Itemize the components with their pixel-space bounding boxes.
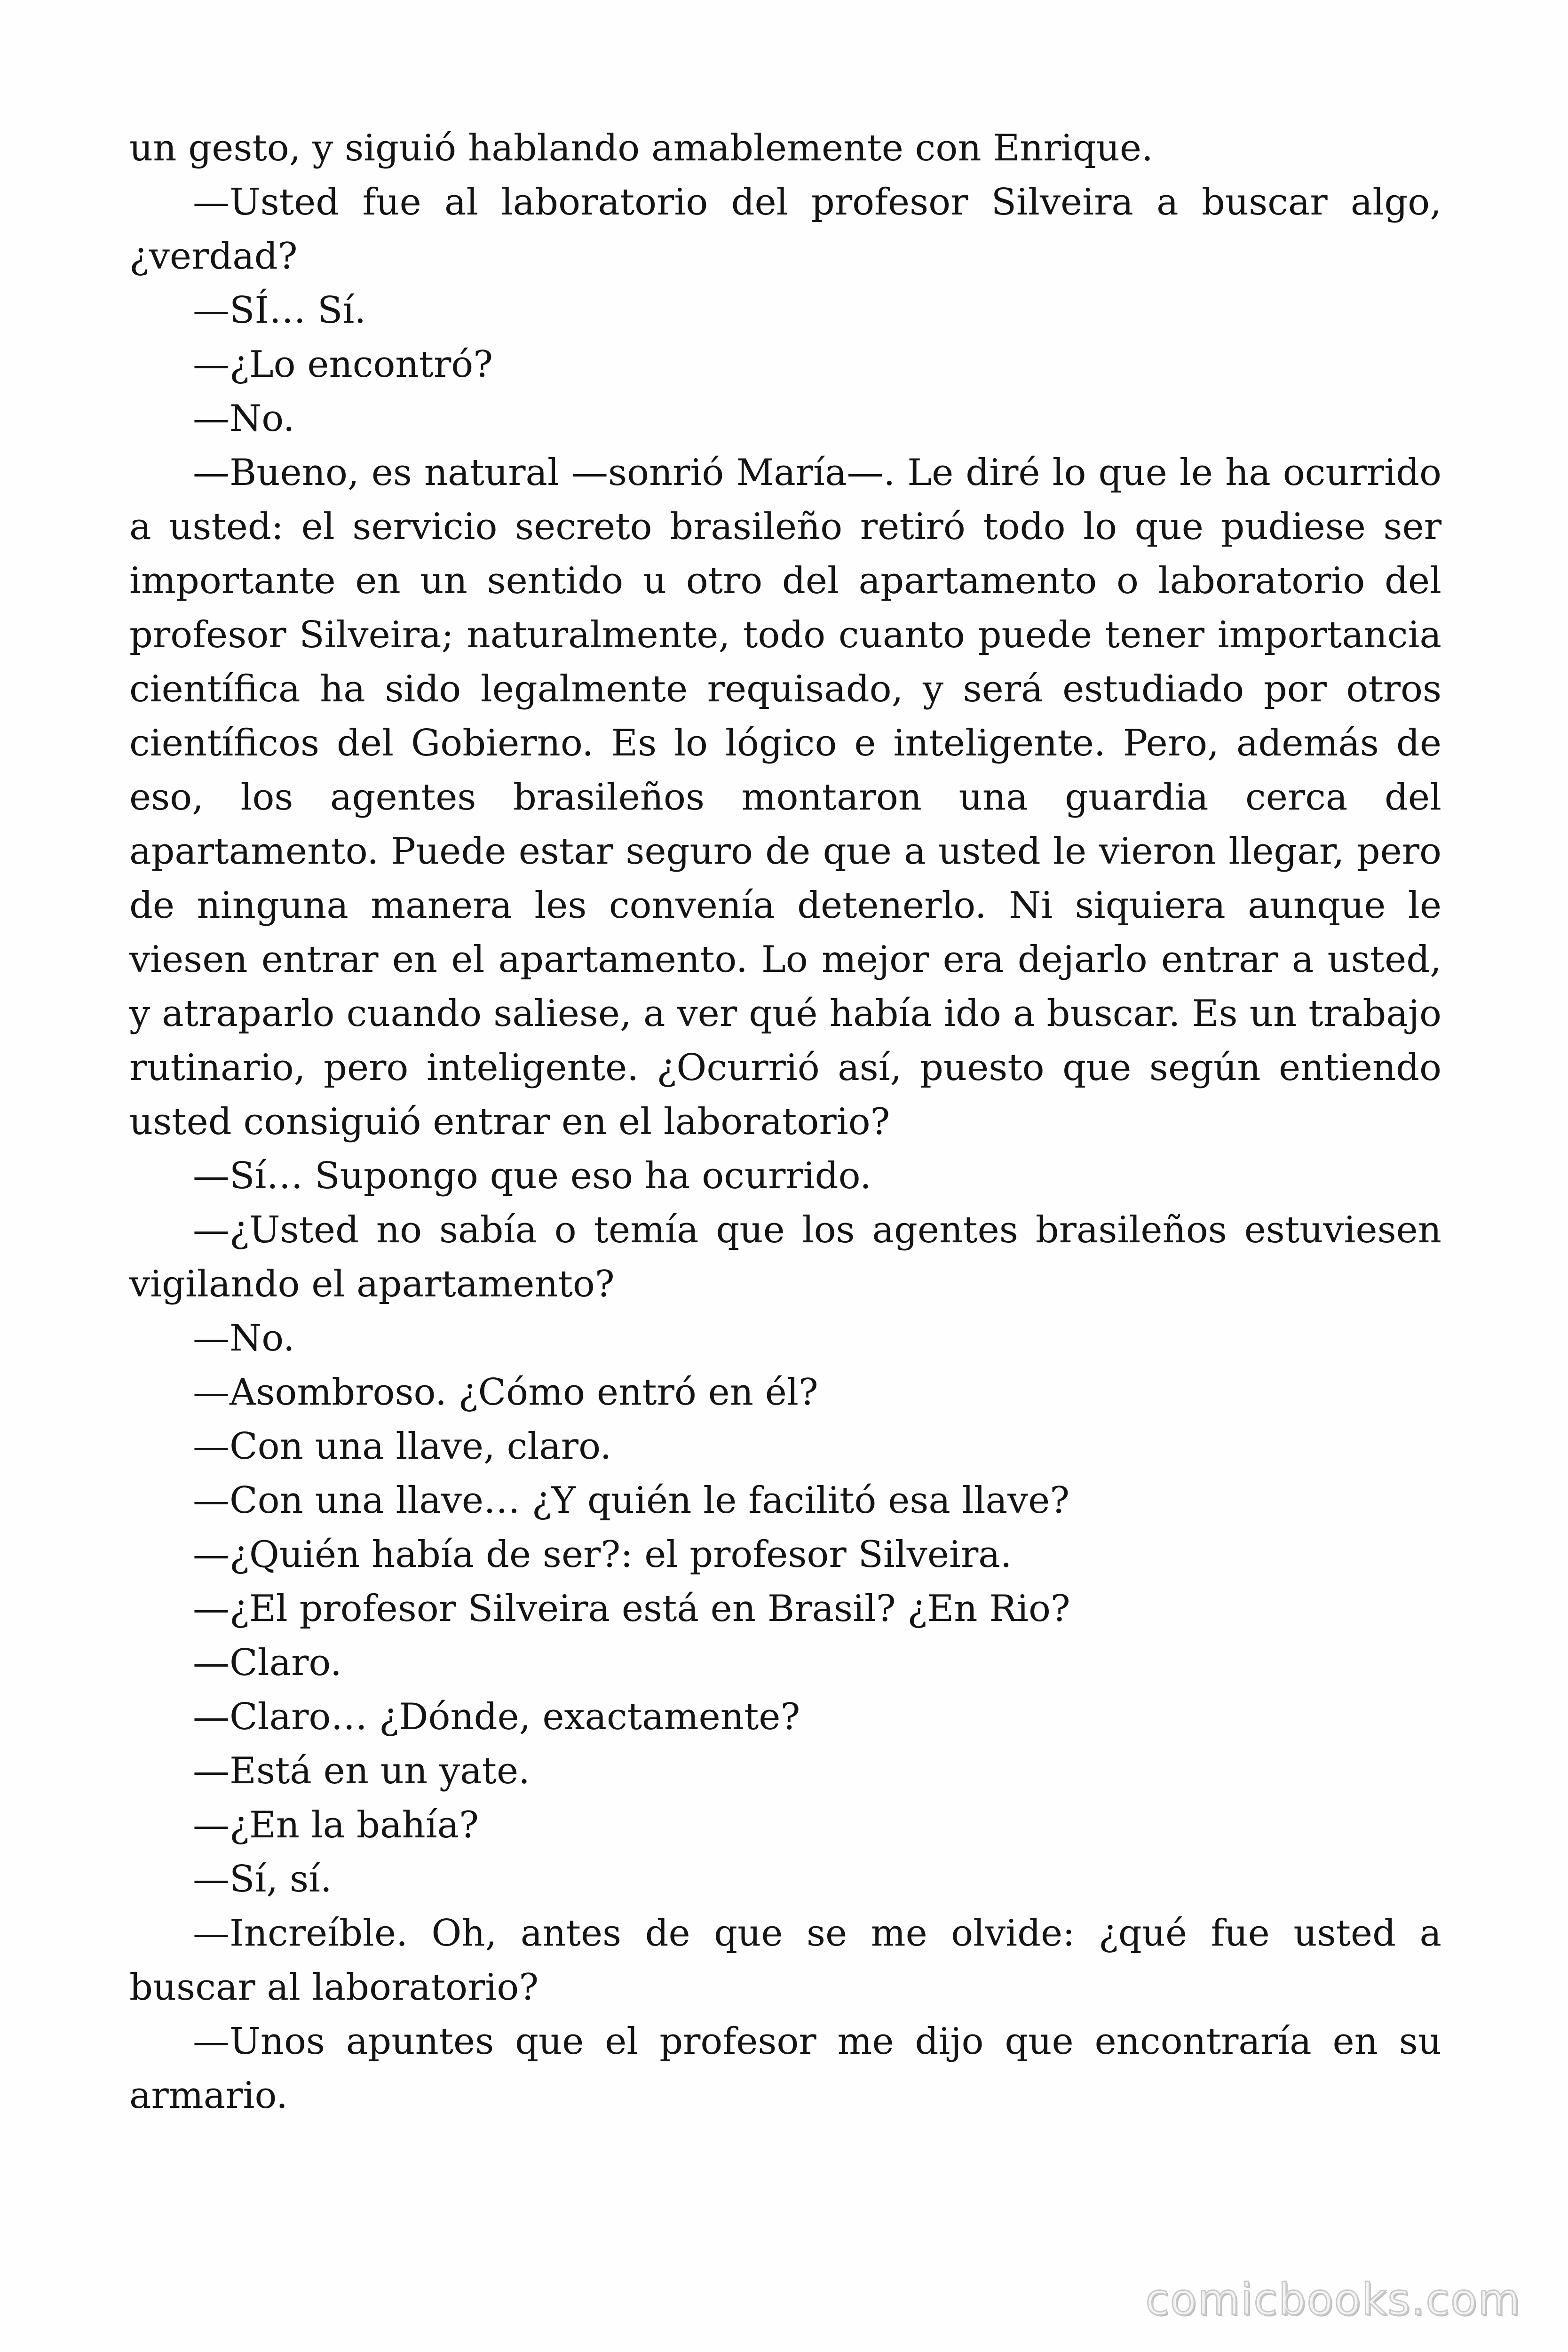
paragraph: —¿Usted no sabía o temía que los agentes brasileños estuviesen vigilando el apartamento?	[129, 1209, 1441, 1305]
paragraph: —¿En la bahía?	[193, 1804, 479, 1846]
paragraph: —No.	[193, 1317, 295, 1359]
body-text	[129, 121, 1441, 2123]
paragraph: —Unos apuntes que el profesor me dijo que encontraría en su armario.	[129, 2020, 1441, 2117]
watermark: comicbooks.com	[1145, 2274, 1521, 2325]
paragraph: —No.	[193, 397, 295, 440]
paragraph: —Asombroso. ¿Cómo entró en él?	[193, 1371, 818, 1414]
paragraph: —Bueno, es natural —sonrió María—. Le diré lo que le ha ocurrido a usted: el servicio secreto brasileño retiró todo lo que pudiese ser importante en un sentido u otro del apartamento o laboratorio del profesor Silveira; naturalmente, todo cuanto puede tener importancia científica ha sido legalmente requisado, y será estudiado por otros científicos del Gobierno. Es lo lógico e inteligente. Pero, además de eso, los agentes brasileños montaron una guardia cerca del apartamento. Puede estar seguro de que a usted le vieron llegar, pero de ninguna manera les convenía detenerlo. Ni siquiera aunque le viesen entrar en el apartamento. Lo mejor era dejarlo entrar a usted, y atraparlo cuando saliese, a ver qué había ido a buscar. Es un trabajo rutinario, pero inteligente. ¿Ocurrió así, puesto que según entiendo usted consiguió entrar en el laboratorio?	[129, 452, 1441, 1143]
paragraph: —Usted fue al laboratorio del profesor Silveira a buscar algo, ¿verdad?	[129, 181, 1441, 278]
paragraph: —Increíble. Oh, antes de que se me olvide: ¿qué fue usted a buscar al laboratorio?	[129, 1912, 1441, 2009]
paragraph: —Está en un yate.	[193, 1750, 530, 1792]
paragraph: —¿Quién había de ser?: el profesor Silveira.	[193, 1534, 1012, 1576]
paragraph: —Sí… Supongo que eso ha ocurrido.	[193, 1155, 871, 1197]
paragraph: —Claro.	[193, 1642, 342, 1684]
paragraph: —Con una llave, claro.	[193, 1425, 612, 1468]
paragraph: —Sí, sí.	[193, 1858, 332, 1900]
paragraph: —¿Lo encontró?	[193, 343, 493, 386]
paragraph: —SÍ… Sí.	[193, 289, 366, 332]
paragraph: un gesto, y siguió hablando amablemente con Enrique.	[129, 127, 1153, 169]
paragraph: —Con una llave… ¿Y quién le facilitó esa llave?	[193, 1479, 1070, 1522]
paragraph: —¿El profesor Silveira está en Brasil? ¿En Rio?	[193, 1588, 1070, 1630]
paragraph: —Claro… ¿Dónde, exactamente?	[193, 1696, 800, 1738]
